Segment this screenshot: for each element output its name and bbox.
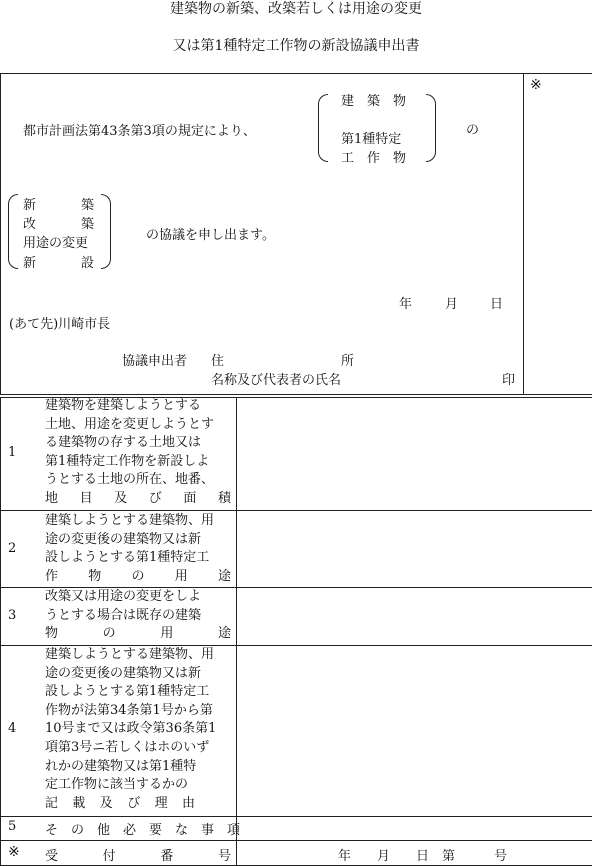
right-bracket bbox=[101, 194, 111, 269]
row-5-value[interactable] bbox=[238, 817, 592, 839]
row-2-line: 途の変更後の建築物又は新 bbox=[45, 531, 202, 547]
row-4-line: れかの建築物又は第1種特 bbox=[45, 758, 197, 774]
law-reference-text: 都市計画法第43条第3項の規定により、 bbox=[23, 124, 256, 139]
row-4-value[interactable] bbox=[238, 646, 592, 815]
option-establish-char2[interactable]: 設 bbox=[81, 256, 95, 271]
row-4-line: 途の変更後の建築物又は新 bbox=[45, 665, 202, 681]
option-building[interactable]: 建 築 物 bbox=[341, 94, 407, 109]
row-3-line: 物 の 用 途 bbox=[45, 626, 231, 642]
left-bracket bbox=[8, 194, 18, 269]
name-label: 名称及び代表者の氏名 bbox=[211, 373, 342, 388]
row-2-number: 2 bbox=[8, 541, 17, 556]
row-4-number: 4 bbox=[8, 721, 17, 736]
row-2-line: 建築しようとする建築物、用 bbox=[45, 513, 215, 528]
row-5-label: そ の 他 必 要 な 事 項 bbox=[45, 823, 241, 838]
row-3-value[interactable] bbox=[238, 588, 592, 644]
row-1-label bbox=[45, 397, 231, 509]
row-4-line: 設しようとする第1種特定工 bbox=[45, 684, 210, 700]
option-use-change[interactable]: 用途の変更 bbox=[23, 236, 89, 251]
row-4-line: 定工作物に該当するかの bbox=[45, 777, 189, 793]
row-2-line: 設しようとする第1種特定工 bbox=[45, 550, 210, 566]
option-rebuild-char1[interactable]: 改 bbox=[23, 217, 37, 232]
reception-number-label: 受 付 番 号 bbox=[45, 849, 231, 864]
option-new-char2[interactable]: 築 bbox=[81, 198, 95, 213]
option-establish-char1[interactable]: 新 bbox=[23, 256, 37, 271]
option-type1-special[interactable]: 第1種特定 bbox=[341, 132, 402, 147]
row-3-line: うとする場合は既存の建築 bbox=[45, 607, 202, 623]
row-1-value[interactable] bbox=[238, 398, 592, 509]
row-1-line: うとする土地の所在、地番、 bbox=[45, 472, 215, 488]
row-3-label bbox=[45, 588, 231, 644]
row-2-label bbox=[45, 512, 231, 586]
form-title-line1: 建築物の新築、改築若しくは用途の変更 bbox=[170, 1, 422, 17]
row-1-line: 地 目 及 び 面 積 bbox=[45, 490, 231, 506]
row-1-line: 建築物を建築しようとする bbox=[45, 398, 202, 413]
reception-column-divider bbox=[523, 73, 524, 395]
left-bracket bbox=[318, 94, 328, 162]
row-4-line: 項第3号ニ若しくはホのいず bbox=[45, 739, 210, 755]
particle-no: の bbox=[466, 123, 480, 138]
row-3-number: 3 bbox=[8, 608, 17, 623]
row-divider bbox=[0, 840, 592, 841]
date-month[interactable]: 月 bbox=[445, 297, 459, 312]
addressee: (あて先)川崎市長 bbox=[9, 317, 111, 332]
reception-date-number[interactable]: 年 月 日 第 号 bbox=[338, 849, 508, 864]
address-label-1: 住 bbox=[211, 354, 225, 369]
date-year[interactable]: 年 bbox=[399, 297, 413, 312]
table-column-divider bbox=[236, 397, 237, 866]
row-1-line: 土地、用途を変更しようとす bbox=[45, 416, 215, 432]
row-1-number: 1 bbox=[8, 445, 17, 460]
row-3-line: 改築又は用途の変更をしよ bbox=[45, 589, 202, 604]
row-2-value[interactable] bbox=[238, 511, 592, 586]
form-title-line2: 又は第1種特定工作物の新設協議申出書 bbox=[172, 38, 420, 54]
applicant-label: 協議申出者 bbox=[122, 354, 188, 369]
row-5-number: 5 bbox=[8, 819, 17, 834]
row-4-line: 建築しようとする建築物、用 bbox=[45, 647, 215, 662]
row-2-line: 作 物 の 用 途 bbox=[45, 568, 231, 584]
seal-mark: 印 bbox=[502, 373, 516, 388]
row-4-line: 記 載 及 び 理 由 bbox=[45, 795, 195, 811]
row-4-label bbox=[45, 646, 231, 813]
row-1-line: 第1種特定工作物を新設しよ bbox=[45, 453, 210, 469]
address-label-2: 所 bbox=[341, 354, 355, 369]
row-1-line: る建築物の存する土地又は bbox=[45, 435, 202, 451]
reception-mark: ※ bbox=[530, 77, 542, 93]
option-new-char1[interactable]: 新 bbox=[23, 198, 37, 213]
row-4-line: 作物が法第34条第1号から第 bbox=[45, 702, 213, 718]
date-day[interactable]: 日 bbox=[490, 297, 504, 312]
option-structure[interactable]: 工 作 物 bbox=[341, 151, 407, 166]
request-text: の協議を申し出ます。 bbox=[146, 228, 275, 243]
right-bracket bbox=[426, 94, 436, 162]
option-rebuild-char2[interactable]: 築 bbox=[81, 217, 95, 232]
row-4-line: 10号まで又は政令第36条第1 bbox=[45, 721, 217, 737]
reception-row-mark: ※ bbox=[8, 844, 20, 860]
